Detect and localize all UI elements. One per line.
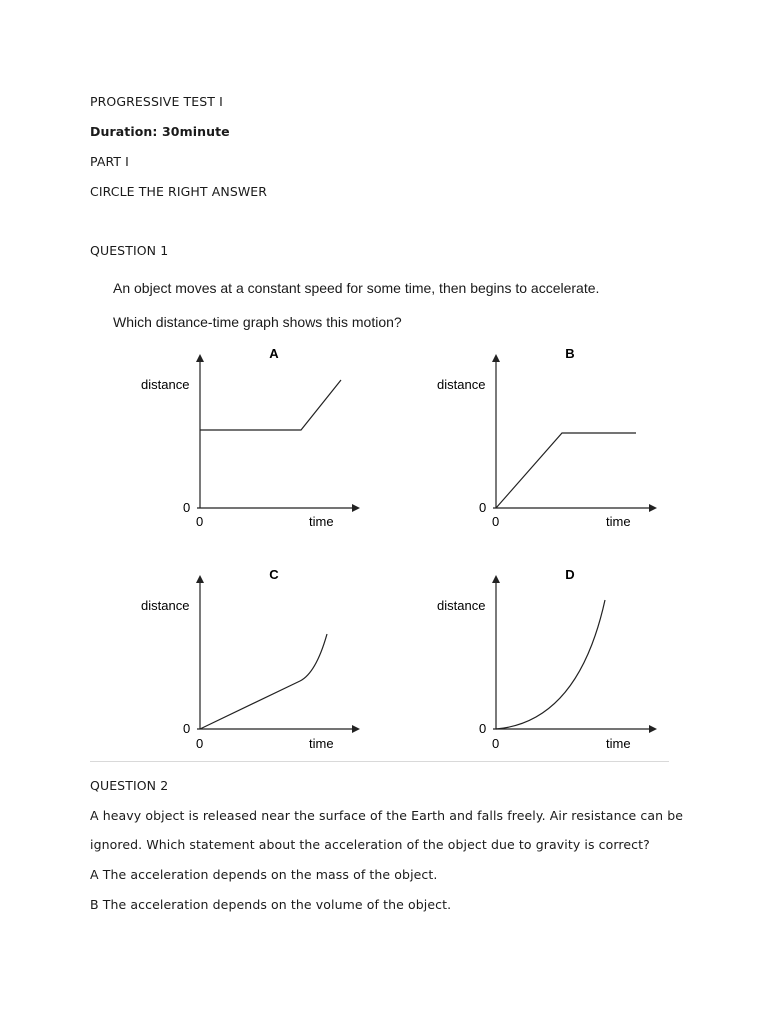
question-1-prompt: Which distance-time graph shows this motion? (113, 314, 402, 330)
graph-c-ylabel: distance (141, 598, 190, 613)
part-label: PART I (90, 154, 129, 169)
graph-b-xlabel: time (606, 514, 631, 529)
question-1-stem: An object moves at a constant speed for some time, then begins to accelerate. (113, 280, 600, 296)
graph-b[interactable] (437, 346, 653, 529)
graph-c-letter: C (269, 567, 279, 582)
graph-b-origin-y: 0 (479, 500, 487, 515)
graph-d-ylabel: distance (437, 598, 486, 613)
graph-c[interactable] (141, 567, 356, 751)
graph-a-origin-y: 0 (183, 500, 191, 515)
question-1-heading: QUESTION 1 (90, 243, 169, 258)
graph-c-xlabel: time (309, 736, 334, 751)
graph-d[interactable] (437, 567, 653, 751)
test-title: PROGRESSIVE TEST I (90, 94, 223, 109)
graph-d-xlabel: time (606, 736, 631, 751)
graph-a-letter: A (269, 346, 279, 361)
question-2-text-line-2: ignored. Which statement about the acceleration of the object due to gravity is correct? (90, 837, 650, 852)
section-divider (90, 761, 669, 762)
graph-a-curve (200, 380, 341, 430)
duration-label: Duration: 30minute (90, 124, 230, 139)
instruction-text: CIRCLE THE RIGHT ANSWER (90, 184, 268, 199)
graph-c-curve (200, 634, 327, 729)
question-2-heading: QUESTION 2 (90, 778, 169, 793)
graph-d-letter: D (565, 567, 575, 582)
graph-a[interactable] (141, 346, 356, 529)
graph-b-ylabel: distance (437, 377, 486, 392)
question-2-text-line-1: A heavy object is released near the surface of the Earth and falls freely. Air resistance can be (90, 808, 684, 823)
graph-d-origin-x: 0 (492, 736, 500, 751)
graph-d-origin-y: 0 (479, 721, 487, 736)
graph-b-curve (496, 433, 636, 508)
graph-a-ylabel: distance (141, 377, 190, 392)
question-2-option-a[interactable]: A The acceleration depends on the mass of the object. (90, 867, 438, 882)
graph-c-origin-x: 0 (196, 736, 204, 751)
graph-b-origin-x: 0 (492, 514, 500, 529)
graph-a-xlabel: time (309, 514, 334, 529)
graph-a-origin-x: 0 (196, 514, 204, 529)
graph-b-letter: B (565, 346, 575, 361)
graph-c-origin-y: 0 (183, 721, 191, 736)
graph-d-curve (496, 600, 605, 729)
question-2-option-b[interactable]: B The acceleration depends on the volume of the object. (90, 897, 452, 912)
